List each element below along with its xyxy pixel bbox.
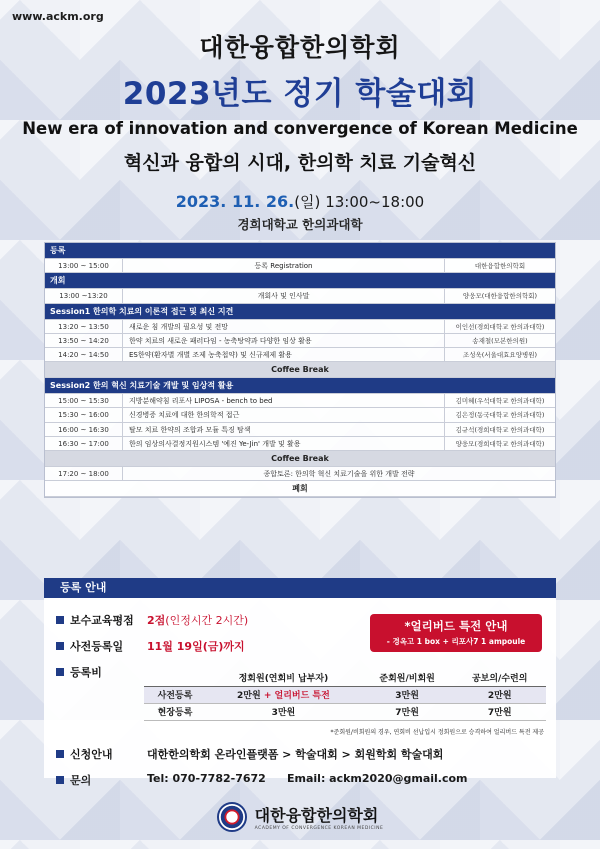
bullet-icon (56, 750, 64, 758)
date: 2023. 11. 26. (175, 192, 295, 211)
time: 14:20 ~ 14:50 (45, 348, 123, 361)
fee-note: *준회원/비회원의 경우, 연회비 선납입시 정회원으로 승격하여 얼리버드 특전 제공 (330, 729, 544, 736)
event-title: 2023년도 정기 학술대회 (122, 76, 478, 112)
speaker: 양웅모(대한융합한의학회) (462, 292, 538, 301)
time: 13:00 ~ 15:00 (45, 259, 123, 272)
early-bird-detail: - 경옥고 1 box + 리포사7 1 ampoule (386, 637, 526, 646)
time: 17:20 ~ 18:00 (45, 467, 123, 480)
pre-registration-value: 11월 19일(금)까지 (147, 640, 245, 653)
time: 16:30 ~ 17:00 (45, 437, 123, 450)
section-header-session2: Session2 한의 혁신 치료기술 개발 및 임상적 활용 (45, 378, 555, 394)
org-title: 대한융합한의학회 (199, 33, 401, 62)
credits-value: 2점(인정시간 2시간) (147, 614, 249, 627)
schedule-table (44, 242, 556, 498)
apply-value[interactable]: 대한한의학회 온라인플랫폼 > 학술대회 > 회원학회 학술대회 (147, 748, 444, 761)
bullet-icon (56, 616, 64, 624)
topic: ES한약(환자별 개별 조제 농축첩약) 및 신규제제 활용 (123, 348, 445, 361)
topic: 신경병증 치료에 대한 한의학적 접근 (123, 408, 445, 421)
speaker: 조성욱(서울대효요양병원) (462, 351, 538, 360)
bullet-icon (56, 642, 64, 650)
registration-heading: 등록 안내 (44, 578, 556, 598)
time: 13:50 ~ 14:20 (45, 334, 123, 347)
fee-header: 정회원(연회비 납부자) (206, 669, 361, 686)
coffee-break: Coffee Break (45, 451, 555, 467)
time: 15:30 ~ 16:00 (45, 408, 123, 421)
schedule-row (45, 394, 555, 408)
contact-label: 문의 (56, 772, 91, 788)
early-bird-badge (370, 614, 542, 652)
topic: 등록 Registration (123, 259, 445, 272)
speaker: 김미혜(우석대학교 한의과대학) (455, 396, 545, 405)
schedule-row-discussion (45, 467, 555, 481)
schedule-row (45, 423, 555, 437)
time: 13:20 ~ 13:50 (45, 320, 123, 333)
topic: 지방분해약침 리포사 LIPOSA - bench to bed (123, 394, 445, 407)
footer-logo (0, 802, 600, 836)
speaker: 양웅모(경희대학교 한의과대학) (455, 439, 545, 448)
time-range: 13:00~18:00 (325, 193, 425, 211)
section-header-opening: 개회 (45, 273, 555, 289)
fee-table (144, 669, 546, 721)
section-header-registration: 등록 (45, 243, 555, 259)
schedule-row (45, 437, 555, 451)
early-bird-title: *얼리버드 특전 안내 (404, 619, 508, 633)
society-logo-icon (217, 802, 247, 832)
schedule-row (45, 320, 555, 334)
speaker: 이인선(경희대학교 한의과대학) (455, 322, 545, 331)
speaker: 김규석(경희대학교 한의과대학) (455, 425, 545, 434)
topic: 개회사 및 인사말 (123, 289, 445, 302)
fee-header: 준회원/비회원 (361, 669, 454, 686)
website-url[interactable]: www.ackm.org (12, 10, 104, 23)
venue: 경희대학교 한의과대학 (237, 217, 363, 232)
schedule-row (45, 289, 555, 303)
fee-header: 공보의/수련의 (453, 669, 546, 686)
topic: 한약 치료의 새로운 패러다임 - 농축탕약과 다양한 임상 활용 (123, 334, 445, 347)
speaker: 대한융합한의학회 (474, 262, 526, 270)
fee-label: 등록비 (56, 664, 102, 680)
schedule-row (45, 408, 555, 422)
speaker: 김은정(동국대학교 한의과대학) (455, 411, 545, 420)
registration-panel (44, 578, 556, 778)
time: 13:00 ~13:20 (45, 289, 123, 302)
subtitle-korean: 혁신과 융합의 시대, 한의학 치료 기술혁신 (123, 152, 477, 174)
credits-label: 보수교육평점 (56, 612, 134, 628)
fee-header-row (144, 669, 546, 686)
logo-english: ACADEMY OF CONVERGENCE KOREAN MEDICINE (254, 826, 384, 831)
logo-korean: 대한융합한의학회 (254, 806, 379, 825)
time: 15:00 ~ 15:30 (45, 394, 123, 407)
topic: 한의 임상의사결정지원시스템 '예진 Ye-Jin' 개발 및 활용 (123, 437, 445, 450)
fee-row-onsite: 현장등록 3만원 7만원 7만원 (144, 703, 546, 720)
apply-label: 신청안내 (56, 746, 113, 762)
speaker: 송재철(모본한의원) (472, 336, 528, 345)
coffee-break: Coffee Break (45, 362, 555, 378)
bullet-icon (56, 776, 64, 784)
contact-email[interactable]: Email: ackm2020@gmail.com (287, 772, 468, 785)
day: (일) (294, 193, 321, 211)
topic: 새로운 침 개발의 필요성 및 전망 (123, 320, 445, 333)
topic: 탈모 치료 한약의 조합과 모듈 특징 탐색 (123, 423, 445, 436)
time: 16:00 ~ 16:30 (45, 423, 123, 436)
subtitle-english: New era of innovation and convergence of Korean Medicine (22, 119, 578, 138)
contact-tel[interactable]: Tel: 070-7782-7672 (147, 772, 266, 785)
pre-registration-label: 사전등록일 (56, 638, 123, 654)
event-date (0, 191, 600, 212)
section-header-session1: Session1 한의학 치료의 이론적 접근 및 최신 지견 (45, 304, 555, 320)
topic: 종합토론: 한의학 혁신 치료기술을 위한 개발 전략 (263, 469, 415, 478)
fee-row-pre: 사전등록 2만원 + 얼리버드 특전 3만원 2만원 (144, 686, 546, 703)
schedule-row (45, 334, 555, 348)
bullet-icon (56, 668, 64, 676)
closing: 폐회 (45, 481, 555, 497)
schedule-row (45, 348, 555, 362)
schedule-row (45, 259, 555, 273)
